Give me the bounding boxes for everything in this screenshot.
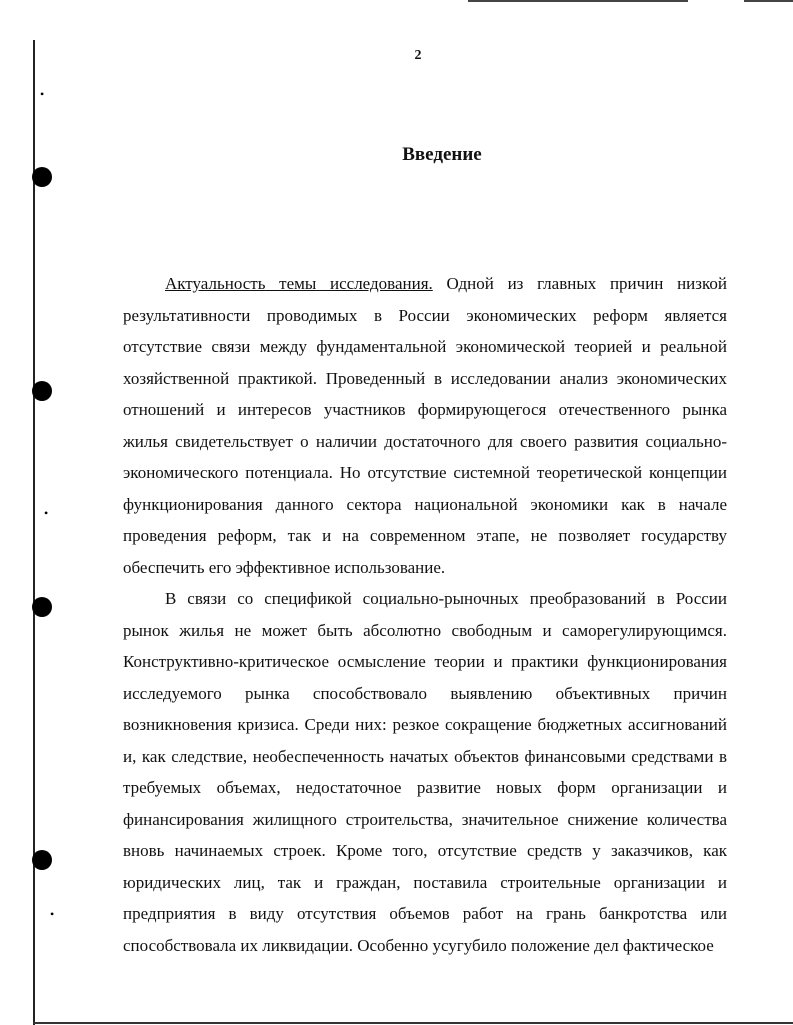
scan-speck: • bbox=[40, 87, 45, 101]
binder-hole bbox=[32, 597, 52, 617]
page-number: 2 bbox=[414, 48, 422, 63]
paragraph-1 bbox=[123, 268, 727, 583]
scan-bottom-edge bbox=[33, 1022, 793, 1024]
paragraph-1-text: Одной из главных причин низкой результативности проводимых в России экономических реформ является отсутствие связи между фундаментальной экономической теорией и реальной хозяйственной практикой. Проведенный в исследовании анализ экономических отношений и интересов участников формирующегося отечественного рынка жилья свидетельствует о наличии достаточного для своего развития социально-экономического потенциала. Но отсутствие системной теоретической концепции функционирования данного сектора национальной экономики как в начале проведения реформ, так и на современном этапе, не позволяет государству обеспечить его эффективное использование. bbox=[123, 274, 727, 577]
binder-hole bbox=[32, 850, 52, 870]
page-title: Введение bbox=[402, 144, 482, 165]
scan-top-rule bbox=[468, 0, 688, 2]
paragraph-2: В связи со спецификой социально-рыночных преобразований в России рынок жилья не может быть абсолютно свободным и саморегулирующимся. Конструктивно-критическое осмысление теории и практики функционирования исследуемого рынка способствовало выявлению объективных причин возникновения кризиса. Среди них: резкое сокращение бюджетных ассигнований и, как следствие, необеспеченность начатых объектов финансовыми средствами в требуемых объемах, недостаточное развитие новых форм организации и финансирования жилищного строительства, значительное снижение количества вновь начинаемых строек. Кроме того, отсутствие средств у заказчиков, как юридических лиц, так и граждан, поставила строительные организации и предприятия в виду отсутствия объемов работ на грань банкротства или способствовала их ликвидации. Особенно усугубило положение дел фактическое bbox=[123, 589, 727, 955]
body-text bbox=[123, 268, 727, 961]
binder-hole bbox=[32, 381, 52, 401]
topic-relevance-heading: Актуальность темы исследования. bbox=[165, 274, 433, 293]
scan-left-edge bbox=[33, 40, 35, 1025]
scan-top-rule bbox=[744, 0, 793, 2]
binder-hole bbox=[32, 167, 52, 187]
scan-speck: • bbox=[50, 907, 55, 921]
scan-speck: • bbox=[44, 506, 49, 520]
